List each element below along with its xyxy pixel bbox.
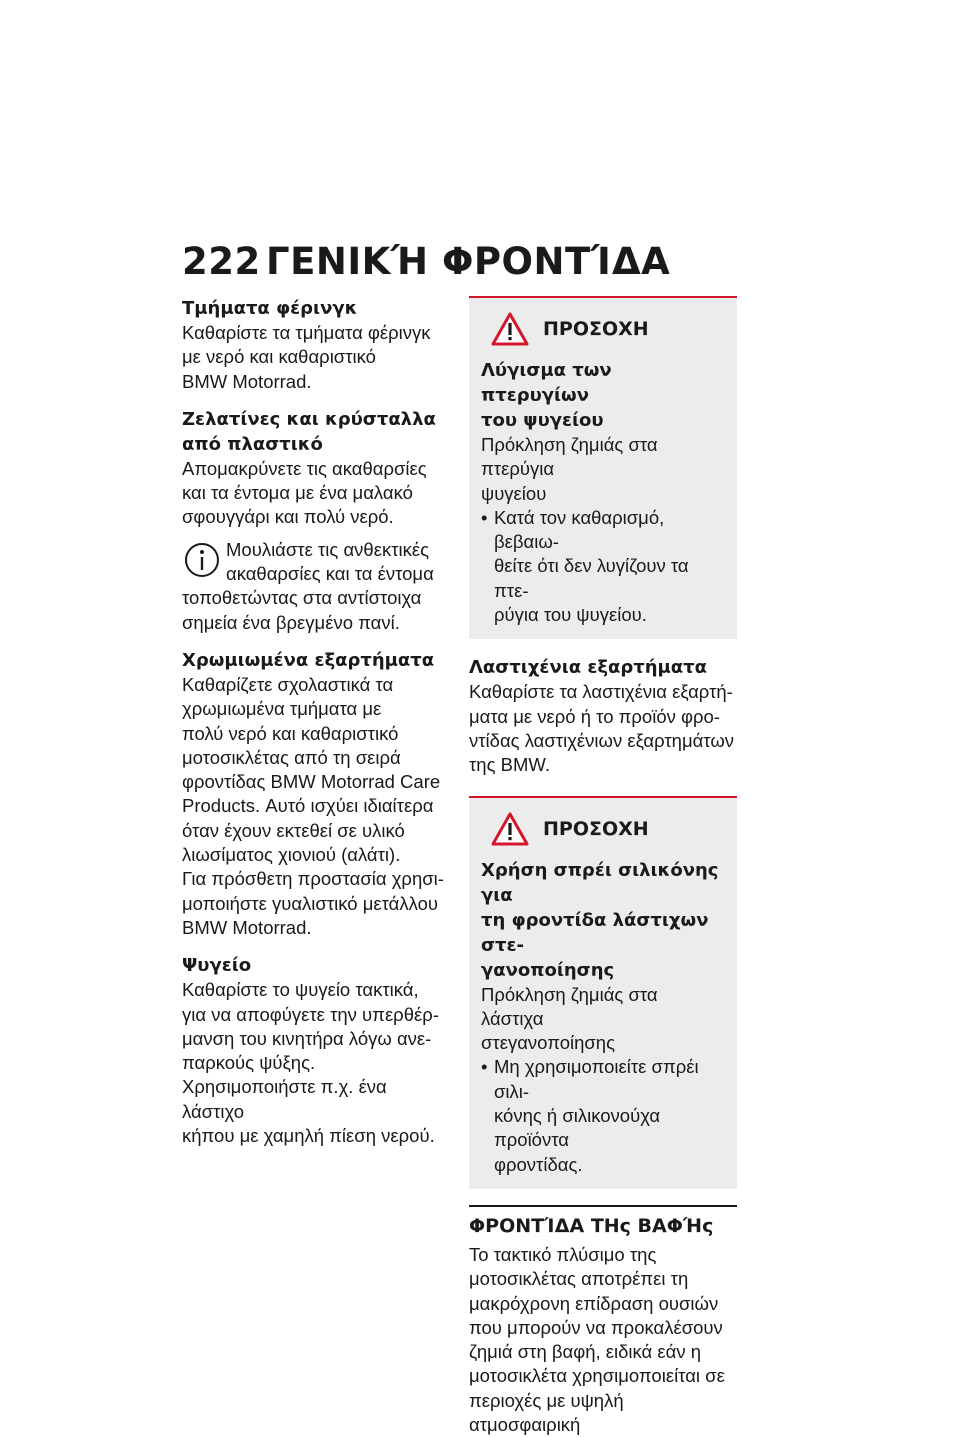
section-title: ΦΡΟΝΤΊΔΑ ΤΗς ΒΑΦΉς (469, 1205, 737, 1239)
paragraph-line: Products. Αυτό ισχύει ιδιαίτερα (182, 795, 434, 817)
warning-heading: τη φροντίδα λάστιχων στε- (481, 909, 709, 956)
warning-title (491, 312, 725, 346)
paragraph-line: ντίδας λαστιχένιων εξαρτημάτων (469, 729, 735, 751)
bullet-text (494, 1055, 725, 1176)
paragraph-line: ζημιά στη βαφή, ειδικά εάν η (469, 1341, 702, 1363)
warning-icon (491, 812, 529, 846)
bullet-item (481, 506, 725, 627)
paragraph-line: Χρησιμοποιήστε π.χ. ένα λάστιχο (182, 1076, 387, 1122)
paragraph-line: με νερό και καθαριστικό (182, 346, 376, 368)
paragraph-line: Καθαρίζετε σχολαστικά τα (182, 673, 394, 695)
warning-line: ψυγείου (481, 482, 547, 504)
page-title: ΓΕΝΙΚΉ ΦΡΟΝΤΊΔΑ (266, 240, 671, 283)
warning-heading: του ψυγείου (481, 410, 604, 431)
paragraph-line: Για πρόσθετη προστασία χρησι- (182, 868, 444, 890)
paragraph-line: της BMW. (469, 754, 550, 776)
bullet-item (481, 1055, 725, 1176)
section-heading: Λαστιχένια εξαρτήματα (469, 657, 708, 679)
bullet-dot: • (481, 1056, 488, 1078)
paragraph-line: Καθαρίστε τα λαστιχένια εξαρτή- (469, 681, 733, 703)
left-column (182, 296, 450, 1161)
section-heading: Ψυγείο (182, 955, 252, 977)
paragraph-line: BMW Motorrad. (182, 916, 312, 938)
paragraph-line: σφουγγάρι και πολύ νερό. (182, 506, 394, 528)
paragraph-line: μακρόχρονη επίδραση ουσιών (469, 1292, 719, 1314)
page-header (182, 240, 670, 283)
paragraph-line: πολύ νερό και καθαριστικό (182, 722, 399, 744)
paragraph-line: μοποιήστε γυαλιστικό μετάλλου (182, 892, 438, 914)
warning-heading: Λύγισμα των πτερυγίων (481, 360, 612, 406)
paragraph-line: ματα με νερό ή το προϊόν φρο- (469, 705, 720, 727)
paragraph-line: χρωμιωμένα τμήματα με (182, 698, 382, 720)
section-heading: Χρωμιωμένα εξαρτήματα (182, 649, 435, 671)
paragraph-line: περιοχές με υψηλή ατμοσφαιρική (469, 1389, 624, 1436)
section-chrome (182, 648, 450, 940)
paragraph-line: για να αποφύγετε την υπερθέρ- (182, 1003, 439, 1025)
info-icon (184, 542, 220, 578)
bullet-line: Κατά τον καθαρισμό, βεβαιω- (494, 506, 665, 553)
section-heading: Ζελατίνες και κρύσταλλα (182, 408, 436, 430)
bullet-line: ρύγια του ψυγείου. (494, 604, 647, 626)
paragraph-line: μοτοσικλέτας αποτρέπει τη (469, 1268, 689, 1290)
bullet-dot: • (481, 506, 488, 528)
warning-box (469, 296, 737, 639)
section-paint-care (469, 1205, 737, 1437)
page-number: 222 (182, 240, 261, 283)
bullet-line: κόνης ή σιλικονούχα προϊόντα (494, 1105, 661, 1151)
paragraph-line: και τα έντομα με ένα μαλακό (182, 482, 413, 504)
paragraph-line: λιωσίματος χιονιού (αλάτι). (182, 844, 401, 866)
paragraph-line: Καθαρίστε τα τμήματα φέρινγκ (182, 322, 431, 343)
paragraph-line: παρκούς ψύξης. (182, 1052, 316, 1074)
section-fairing (182, 296, 450, 394)
paragraph-line: που μπορούν να προκαλέσουν (469, 1316, 723, 1338)
paragraph-line: μοτοσικλέτας από τη σειρά (182, 746, 401, 768)
paragraph-line: Το τακτικό πλύσιμο της (469, 1243, 657, 1265)
paragraph-line: Απομακρύνετε τις ακαθαρσίες (182, 457, 427, 479)
warning-line: στεγανοποίησης (481, 1032, 616, 1054)
warning-label: ΠΡΟΣΟΧΗ (543, 817, 649, 840)
right-column (469, 296, 737, 1437)
warning-label: ΠΡΟΣΟΧΗ (543, 318, 649, 340)
paragraph-line: κήπου με χαμηλή πίεση νερού. (182, 1125, 435, 1147)
warning-line: Πρόκληση ζημιάς στα λάστιχα (481, 983, 658, 1029)
bullet-text (494, 506, 725, 627)
bullet-line: θείτε ότι δεν λυγίζουν τα πτε- (494, 555, 689, 601)
warning-line: Πρόκληση ζημιάς στα πτερύγια (481, 434, 658, 480)
section-radiator (182, 953, 450, 1148)
bullet-line: Μη χρησιμοποιείτε σπρέι σιλι- (494, 1056, 699, 1102)
bullet-line: φροντίδας. (494, 1153, 583, 1175)
note-line: τοποθετώντας στα αντίστοιχα (182, 587, 422, 609)
paragraph-line: Καθαρίστε το ψυγείο τακτικά, (182, 979, 419, 1001)
section-heading: από πλαστικό (182, 433, 323, 455)
section-windshields (182, 407, 450, 530)
info-note (182, 534, 450, 635)
section-rubber (469, 655, 737, 777)
note-line: Μουλιάστε τις ανθεκτικές (226, 538, 430, 560)
paragraph-line: όταν έχουν εκτεθεί σε υλικό (182, 819, 405, 841)
paragraph-line: μανση του κινητήρα λόγω ανε- (182, 1027, 432, 1049)
warning-heading: Χρήση σπρέι σιλικόνης για (481, 859, 719, 906)
section-heading: Τμήματα φέρινγκ (182, 298, 358, 319)
warning-heading: γανοποίησης (481, 959, 615, 981)
warning-box (469, 796, 737, 1189)
warning-icon (491, 312, 529, 346)
note-line: σημεία ένα βρεγμένο πανί. (182, 611, 400, 633)
note-line: ακαθαρσίες και τα έντομα (226, 563, 434, 585)
paragraph-line: μοτοσικλέτα χρησιμοποιείται σε (469, 1365, 725, 1387)
paragraph-line: φροντίδας BMW Motorrad Care (182, 771, 441, 793)
warning-title (491, 812, 725, 846)
paragraph-line: BMW Motorrad. (182, 370, 312, 392)
